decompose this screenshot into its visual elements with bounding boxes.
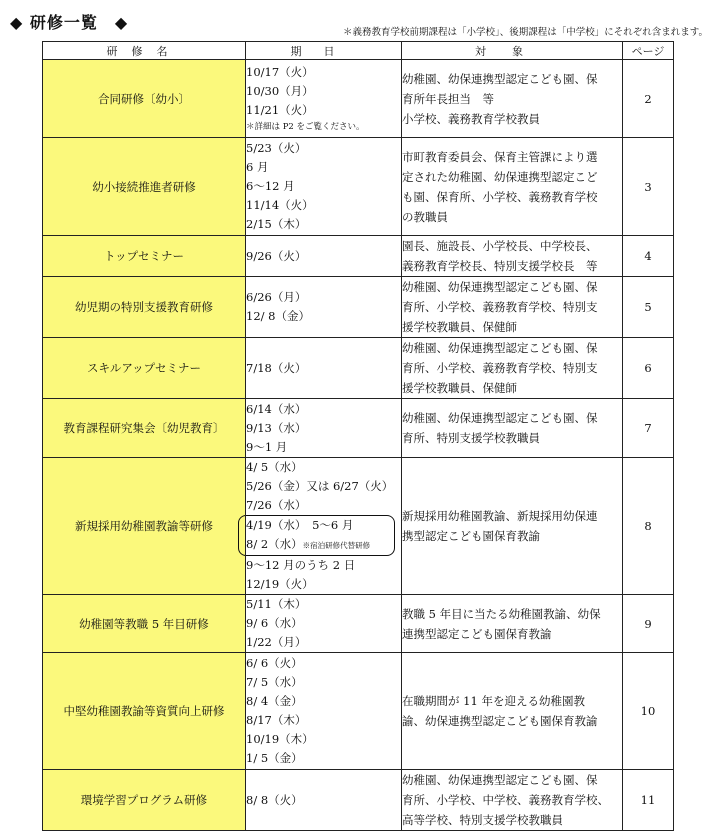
date-item: 9/13（水） xyxy=(246,420,307,435)
training-dates xyxy=(246,770,402,831)
page-number: 6 xyxy=(623,338,674,399)
training-name: 環境学習プログラム研修 xyxy=(43,770,246,831)
date-value: 8/ 2（水） xyxy=(246,537,303,551)
target-line: 義務教育学校長、特別支援学校長 等 xyxy=(402,259,598,273)
target-line: 幼稚園、幼保連携型認定こども園、保 xyxy=(402,411,598,425)
column-header-name: 研修名 xyxy=(43,42,246,60)
page-number: 10 xyxy=(623,653,674,770)
target-line: 援学校教職員、保健師 xyxy=(402,320,517,334)
date-note: ＊詳細は P2 をご覧ください。 xyxy=(246,122,365,132)
table-row xyxy=(43,277,674,338)
date-item: 7/26（水） xyxy=(246,498,307,512)
page-number: 5 xyxy=(623,277,674,338)
training-name: 幼稚園等教職 5 年目研修 xyxy=(43,595,246,653)
table-row xyxy=(43,236,674,277)
target-line: 育所、特別支援学校教職員 xyxy=(402,431,540,445)
date-item: 4/19（水） 5～6 月 xyxy=(246,518,354,532)
page-header xyxy=(8,10,708,36)
date-item: 6/ 6（火） xyxy=(246,656,303,670)
date-item: 10/17（火） xyxy=(246,65,314,79)
training-dates xyxy=(246,338,402,399)
date-item: 5/23（火） xyxy=(246,141,307,155)
table-row xyxy=(43,458,674,595)
date-item: 7/ 5（水） xyxy=(246,675,303,689)
date-item: 9/26（火） xyxy=(246,248,307,263)
date-item: 6～12 月 xyxy=(246,179,295,193)
target-line: 連携型認定こども園保育教諭 xyxy=(402,626,552,641)
date-item: 8/17（木） xyxy=(246,713,307,727)
training-target xyxy=(402,399,623,458)
column-header-target: 対象 xyxy=(402,42,623,60)
highlighted-date-box xyxy=(238,515,395,556)
training-dates xyxy=(246,399,402,458)
table-row xyxy=(43,653,674,770)
training-target xyxy=(402,595,623,653)
training-dates xyxy=(246,595,402,653)
target-line: の教職員 xyxy=(402,209,448,224)
table-body xyxy=(43,60,674,831)
target-line: 幼稚園、幼保連携型認定こども園、保 xyxy=(402,773,598,787)
training-target xyxy=(402,277,623,338)
date-item: 12/19（火） xyxy=(246,577,314,591)
date-item xyxy=(246,535,394,555)
header-note: ＊義務教育学校前期課程は「小学校」、後期課程は「中学校」にそれぞれ含まれます。 xyxy=(343,27,708,38)
target-line: 小学校、義務教育学校教員 xyxy=(402,111,540,126)
target-line: 幼稚園、幼保連携型認定こども園、保 xyxy=(402,341,598,355)
page-number: 9 xyxy=(623,595,674,653)
page-number: 3 xyxy=(623,138,674,236)
page-number: 11 xyxy=(623,770,674,831)
date-item: 4/ 5（水） xyxy=(246,460,303,474)
target-line: 幼稚園、幼保連携型認定こども園、保 xyxy=(402,280,598,294)
training-target xyxy=(402,60,623,138)
training-target xyxy=(402,138,623,236)
date-item: 11/14（火） xyxy=(246,198,314,212)
table-row xyxy=(43,60,674,138)
target-line: 定された幼稚園、幼保連携型認定こど xyxy=(402,169,598,184)
target-line: 市町教育委員会、保育主管課により選 xyxy=(402,149,598,164)
date-item: 9～1 月 xyxy=(246,439,288,454)
table-row xyxy=(43,138,674,236)
date-item: 11/21（火） xyxy=(246,103,314,117)
training-target xyxy=(402,338,623,399)
date-item: 6/26（月） xyxy=(246,290,307,304)
date-item: 5/11（木） xyxy=(246,597,307,611)
training-target xyxy=(402,458,623,595)
training-name: 幼小接続推進者研修 xyxy=(43,138,246,236)
column-header-dates: 期日 xyxy=(246,42,402,60)
page-title: ◆ 研修一覧 ◆ xyxy=(10,13,129,32)
training-target xyxy=(402,653,623,770)
date-item: 2/15（木） xyxy=(246,217,307,231)
date-item: 7/18（火） xyxy=(246,360,307,375)
training-schedule-table xyxy=(42,41,674,831)
training-name: 合同研修〔幼小〕 xyxy=(43,60,246,138)
date-note: ※宿泊研修代替研修 xyxy=(302,541,371,550)
target-line: 諭、幼保連携型認定こども園保育教諭 xyxy=(402,714,598,728)
training-name: 中堅幼稚園教諭等資質向上研修 xyxy=(43,653,246,770)
table-header-row xyxy=(43,42,674,60)
training-dates xyxy=(246,277,402,338)
date-item: 9～12 月のうち 2 日 xyxy=(246,558,356,572)
date-item: 5/26（金）又は 6/27（火） xyxy=(246,479,394,493)
table-row xyxy=(43,595,674,653)
date-item: 10/19（木） xyxy=(246,732,314,746)
page-number: 7 xyxy=(623,399,674,458)
training-dates xyxy=(246,138,402,236)
date-item: 6/14（水） xyxy=(246,401,307,416)
target-line: 教職 5 年目に当たる幼稚園教諭、幼保 xyxy=(402,606,601,621)
target-line: 園長、施設長、小学校長、中学校長、 xyxy=(402,239,598,253)
training-name: 幼児期の特別支援教育研修 xyxy=(43,277,246,338)
target-line: 援学校教職員、保健師 xyxy=(402,381,517,395)
training-target xyxy=(402,770,623,831)
target-line: 新規採用幼稚園教諭、新規採用幼保連 xyxy=(402,509,598,523)
page-number: 8 xyxy=(623,458,674,595)
training-name: 新規採用幼稚園教諭等研修 xyxy=(43,458,246,595)
date-item: 9/ 6（水） xyxy=(246,616,303,630)
target-line: 在職期間が 11 年を迎える幼稚園教 xyxy=(402,694,585,708)
training-name: スキルアップセミナー xyxy=(43,338,246,399)
table-row xyxy=(43,399,674,458)
target-line: 育所、小学校、義務教育学校、特別支 xyxy=(402,361,598,375)
target-line: 育所年長担当 等 xyxy=(402,91,494,106)
training-dates xyxy=(246,236,402,277)
date-item: 8/ 4（金） xyxy=(246,694,303,708)
target-line: 携型認定こども園保育教諭 xyxy=(402,529,540,543)
training-dates xyxy=(246,458,402,595)
target-line: も園、保育所、小学校、義務教育学校 xyxy=(402,189,598,204)
target-line: 幼稚園、幼保連携型認定こども園、保 xyxy=(402,71,598,86)
date-item: 6 月 xyxy=(246,160,269,174)
training-dates xyxy=(246,60,402,138)
column-header-page: ページ xyxy=(623,42,674,60)
date-item: 1/ 5（金） xyxy=(246,751,303,765)
date-item: 1/22（月） xyxy=(246,635,307,649)
date-item: 10/30（月） xyxy=(246,84,314,98)
target-line: 高等学校、特別支援学校教職員 xyxy=(402,813,563,827)
table-row xyxy=(43,770,674,831)
training-name: 教育課程研究集会〔幼児教育〕 xyxy=(43,399,246,458)
table-row xyxy=(43,338,674,399)
training-name: トップセミナー xyxy=(43,236,246,277)
target-line: 育所、小学校、義務教育学校、特別支 xyxy=(402,300,598,314)
target-line: 育所、小学校、中学校、義務教育学校、 xyxy=(402,793,609,807)
date-item: 12/ 8（金） xyxy=(246,309,310,323)
training-dates xyxy=(246,653,402,770)
page-number: 2 xyxy=(623,60,674,138)
page-number: 4 xyxy=(623,236,674,277)
training-target xyxy=(402,236,623,277)
date-item: 8/ 8（火） xyxy=(246,792,303,807)
